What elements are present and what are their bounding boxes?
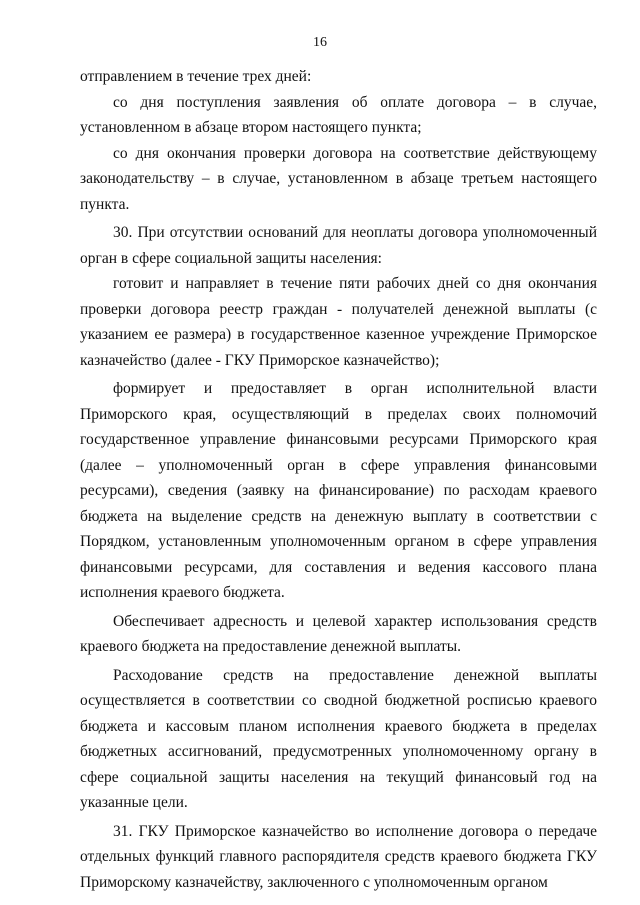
paragraph-targeting: Обеспечивает адресность и целевой характер использования средств краевого бюджета на предоставление денежной выплаты. bbox=[80, 612, 597, 655]
paragraph-registry: готовит и направляет в течение пяти рабочих дней со дня окончания проверки договора реестр граждан - получателей денежной выплаты (с указанием ее размера) в государственное казенное учреждение Приморское казначейство (далее - ГКУ Приморское казначейство); bbox=[80, 275, 597, 369]
paragraph-receipt-date: со дня поступления заявления об оплате договора – в случае, установленном в абзаце втором настоящего пункта; bbox=[80, 93, 597, 136]
paragraph-item-31: 31. ГКУ Приморское казначейство во исполнение договора о передаче отдельных функций главного распорядителя средств краевого бюджета ГКУ Приморскому казначейству, заключенного с уполномоченным органом bbox=[80, 822, 597, 891]
paragraph-check-date: со дня окончания проверки договора на соответствие действующему законодательству – в случае, установленном в абзаце третьем настоящего пункта. bbox=[80, 144, 597, 213]
paragraph-continuation: отправлением в течение трех дней: bbox=[80, 68, 312, 85]
document-body bbox=[80, 64, 597, 895]
paragraph-item-30: 30. При отсутствии оснований для неоплаты договора уполномоченный орган в сфере социальной защиты населения: bbox=[80, 224, 597, 267]
page-number: 16 bbox=[313, 35, 327, 50]
paragraph-funding-request: формирует и предоставляет в орган исполнительной власти Приморского края, осуществляющий в пределах своих полномочий государственное управление финансовыми ресурсами Приморского края (далее – уполномоченный орган в сфере управления финансовыми ресурсами), сведения (заявку на финансирование) по расходам краевого бюджета на выделение средств на денежную выплату в соответствии с Порядком, установленным уполномоченным органом в сфере управления финансовыми ресурсами, для составления и ведения кассового плана исполнения краевого бюджета. bbox=[80, 380, 597, 601]
paragraph-spending: Расходование средств на предоставление денежной выплаты осуществляется в соответствии со сводной бюджетной росписью краевого бюджета и кассовым планом исполнения краевого бюджета в пределах бюджетных ассигнований, предусмотренных уполномоченному органу в сфере социальной защиты населения на текущий финансовый год на указанные цели. bbox=[80, 666, 597, 811]
